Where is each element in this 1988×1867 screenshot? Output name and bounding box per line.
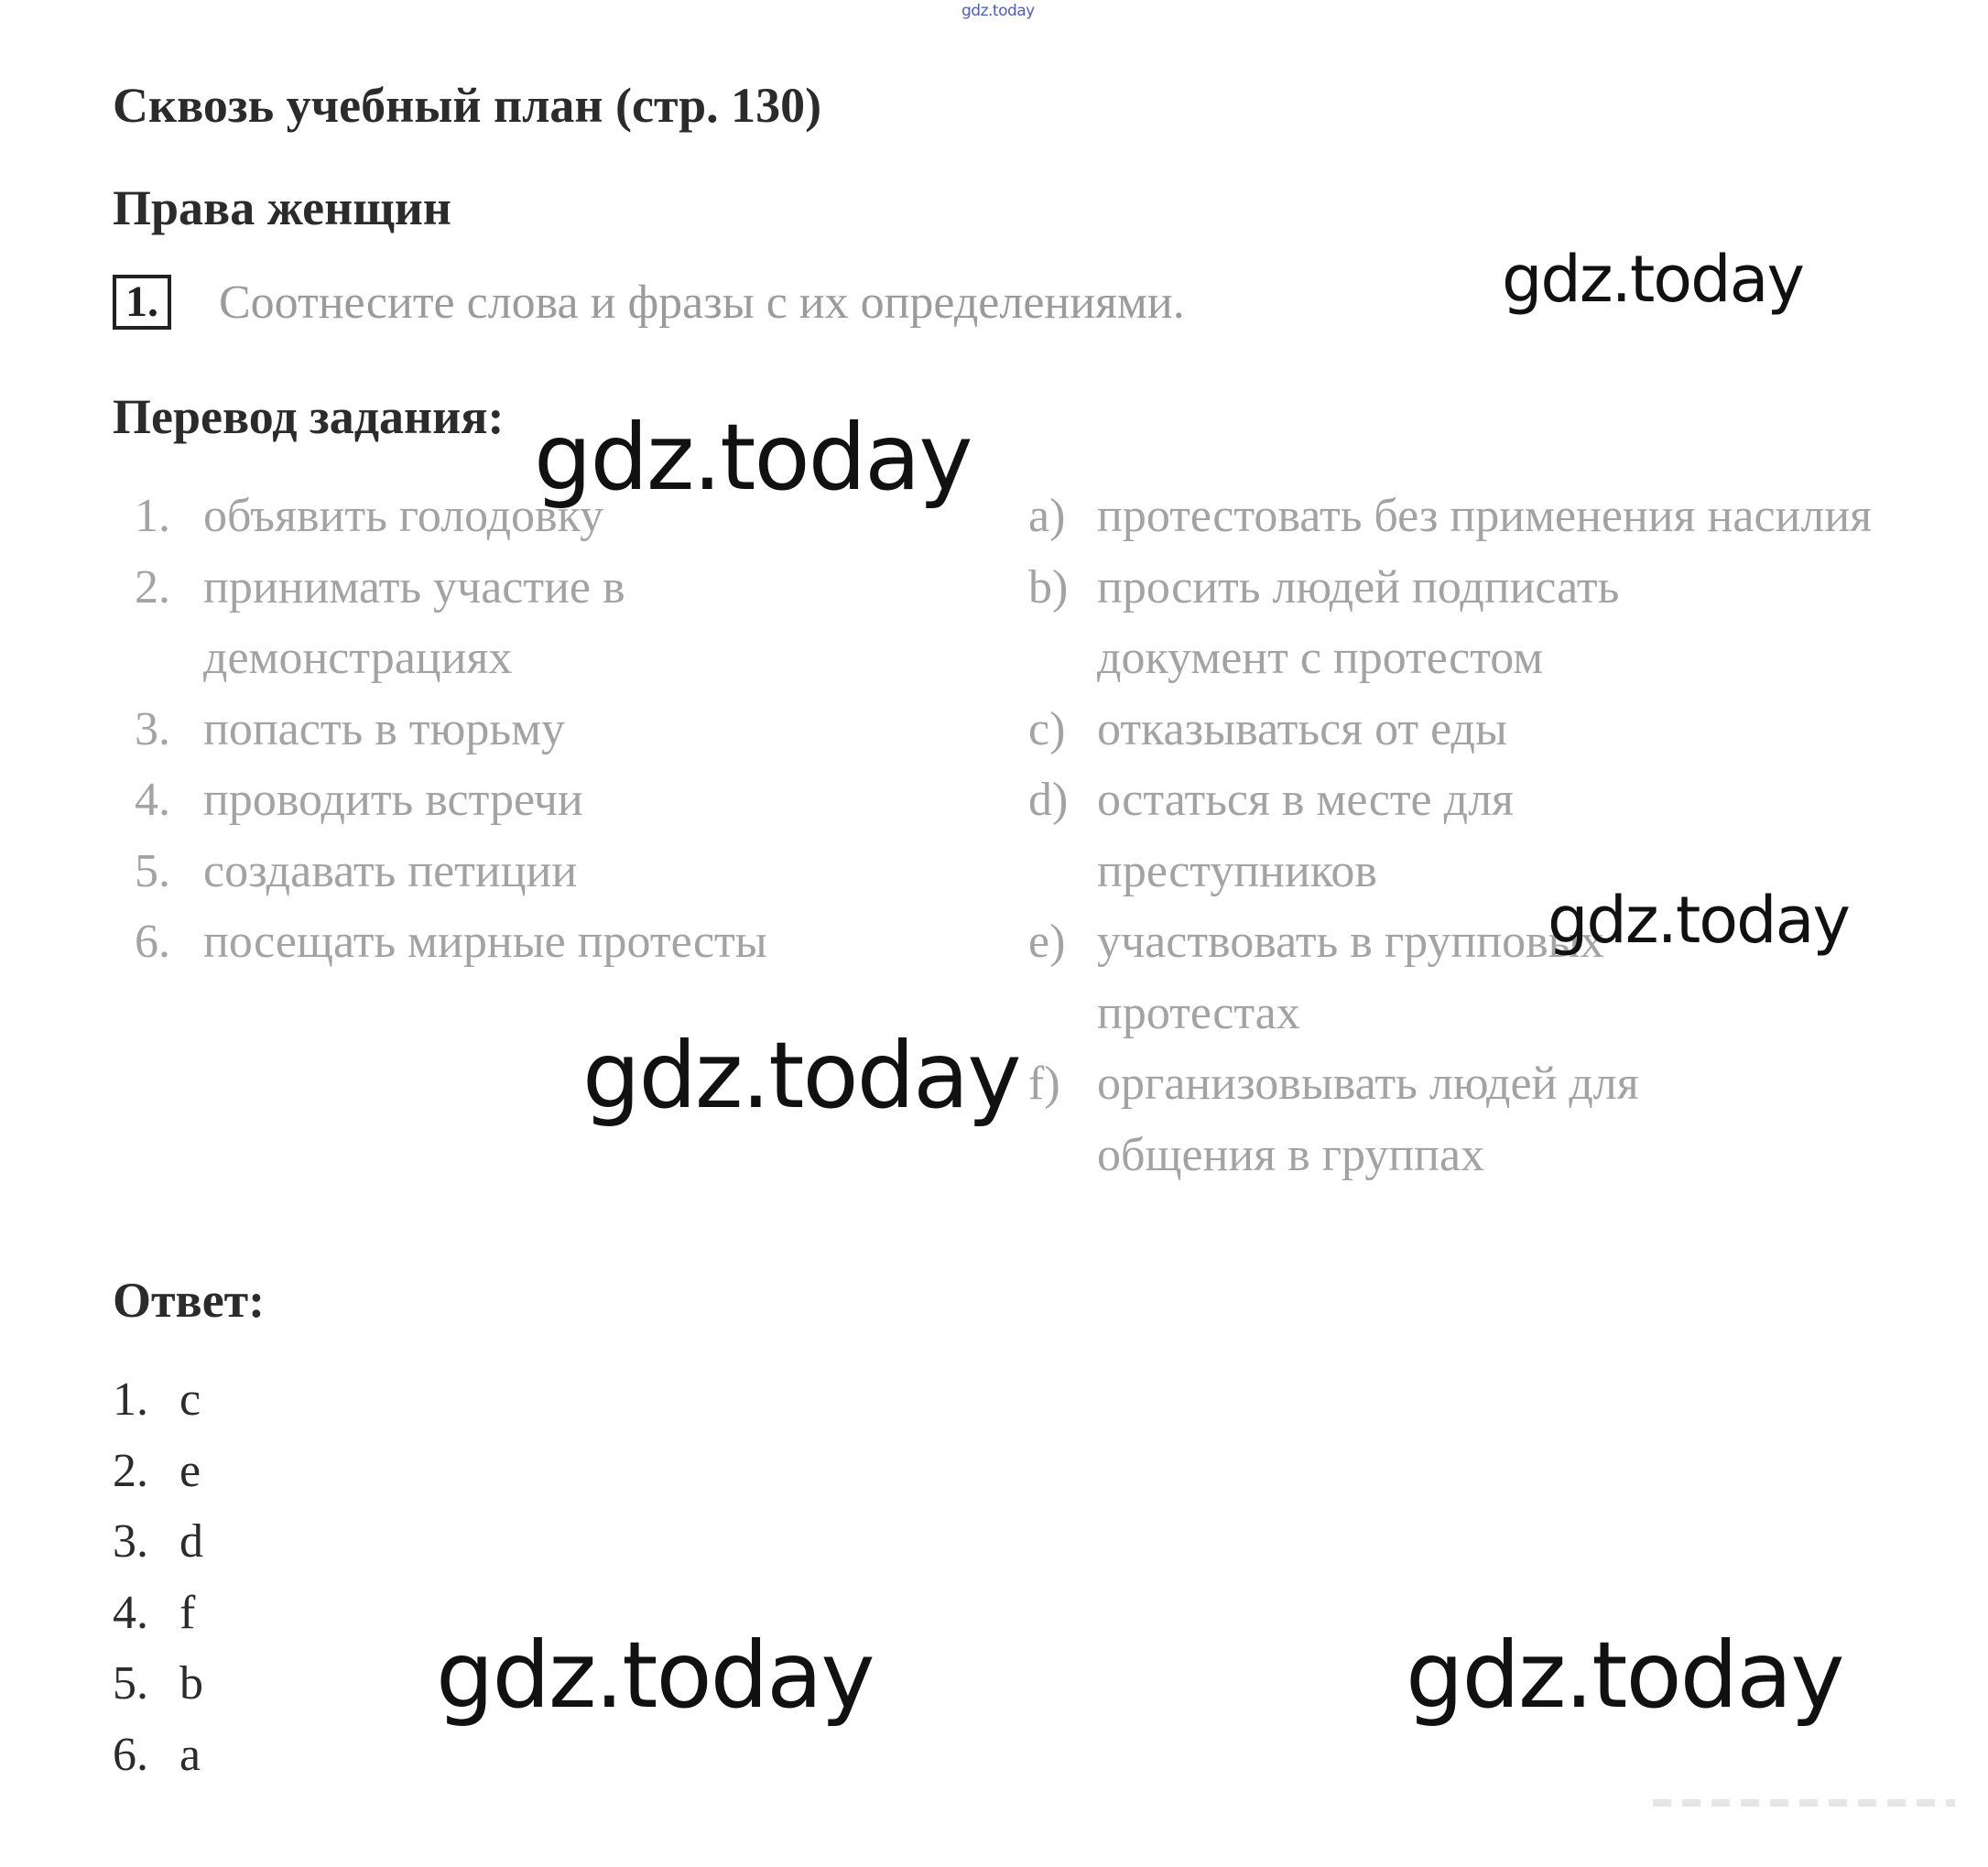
answer-text: b [179,1657,203,1710]
item-text: участвовать в групповых протестах [1097,916,1604,1039]
item-marker: e) [1028,916,1066,968]
answer-text: d [179,1515,203,1568]
definition-list [1028,481,1873,1190]
list-item [135,552,835,694]
answer-marker: 5. [113,1657,148,1710]
list-item [1028,481,1875,552]
item-text: создавать петиции [203,844,578,897]
list-item [135,836,959,907]
item-text: просить людей подписать документ с протестом [1097,560,1620,684]
watermark: gdz.today [582,1022,1020,1129]
watermark: gdz.today [1502,242,1803,317]
task-number: 1. [113,275,171,330]
list-item [1028,552,1765,694]
answer-marker: 2. [113,1444,148,1497]
item-text: организовывать людей для общения в группах [1097,1058,1639,1181]
answer-marker: 1. [113,1373,148,1426]
watermark: gdz.today [534,404,972,511]
list-item [1028,694,1816,765]
watermark: gdz.today [436,1622,874,1729]
answer-marker: 6. [113,1728,148,1781]
watermark: gdz.today [1406,1622,1843,1729]
item-marker: d) [1028,774,1069,826]
item-marker: 5. [135,844,170,897]
item-text: принимать участие в демонстрациях [203,560,625,684]
task-instruction: Соотнесите слова и фразы с их определениями. [219,276,1185,329]
subtitle: Права женщин [113,180,452,235]
list-item [135,694,959,765]
watermark: gdz.today [1548,883,1849,958]
item-text: посещать мирные протесты [203,916,767,968]
answer-marker: 4. [113,1586,148,1639]
list-item [135,906,959,978]
answer-heading: Ответ: [113,1273,266,1328]
answer-text: e [179,1444,201,1497]
item-text: объявить голодовку [203,490,604,542]
item-text: проводить встречи [203,774,583,826]
item-marker: c) [1028,702,1066,755]
item-marker: 4. [135,774,170,826]
answer-item [113,1436,203,1507]
answer-item [113,1506,203,1578]
answer-text: f [179,1586,196,1639]
section-title: Сквозь учебный план (стр. 130) [113,78,822,133]
answer-item [113,1648,203,1720]
answer-item [113,1578,203,1649]
task-row [113,275,1185,330]
answer-marker: 3. [113,1515,148,1568]
phrase-list [135,481,959,978]
item-text: попасть в тюрьму [203,702,566,755]
item-marker: b) [1028,560,1069,613]
item-text: протестовать без применения насилия [1097,490,1873,542]
item-marker: 1. [135,490,170,542]
item-marker: 2. [135,560,170,613]
item-text: остаться в месте для преступников [1097,774,1514,897]
answer-list [113,1364,203,1790]
item-text: отказываться от еды [1097,702,1507,755]
answer-text: a [179,1728,201,1781]
item-marker: 3. [135,702,170,755]
answer-item [113,1364,203,1436]
item-marker: 6. [135,916,170,968]
list-item [1028,1048,1775,1190]
item-marker: a) [1028,490,1066,542]
faint-scan-artifact [1653,1799,1955,1807]
item-marker: f) [1028,1058,1060,1110]
top-watermark: gdz.today [961,2,1035,20]
answer-text: c [179,1373,201,1426]
list-item [135,765,959,836]
translation-heading: Перевод задания: [113,389,505,444]
answer-item [113,1720,203,1791]
